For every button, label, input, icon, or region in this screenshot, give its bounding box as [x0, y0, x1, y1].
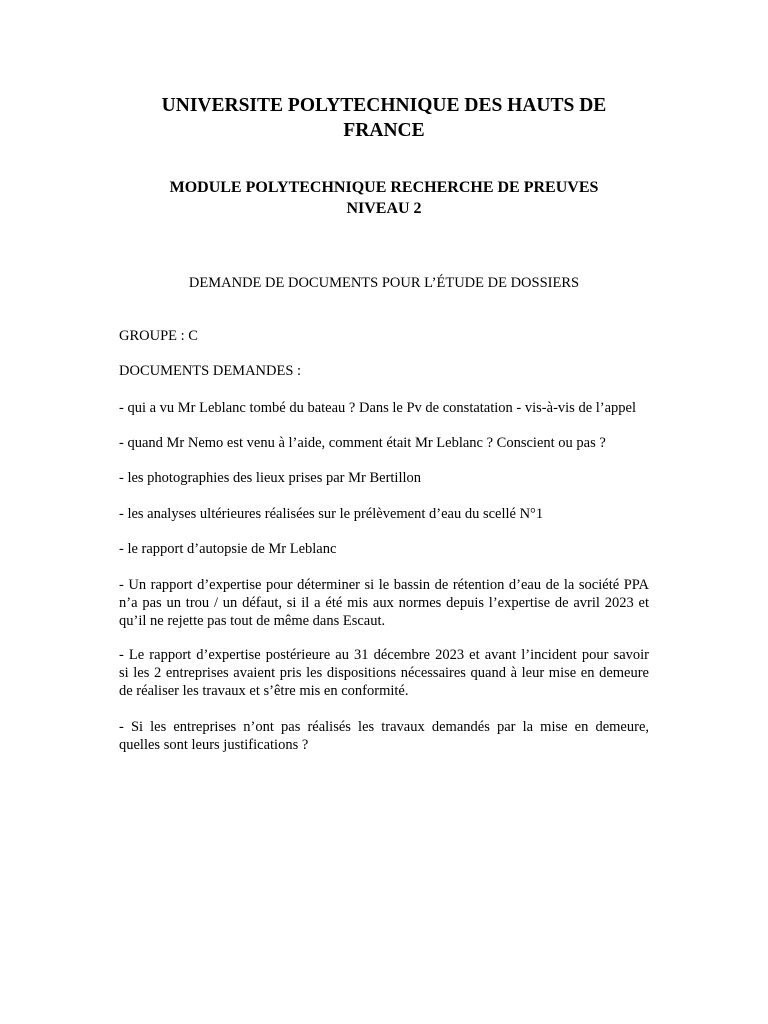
list-item-line: - les analyses ultérieures réalisées sur le prélèvement d’eau du scellé N°1 — [119, 506, 544, 522]
list-item — [119, 718, 649, 754]
module-title-line-2: NIVEAU 2 — [346, 200, 422, 217]
list-item-line: - Le rapport d’expertise postérieure au 31 décembre 2023 et avant l’incident pour savoir — [119, 647, 649, 663]
module-title — [120, 177, 648, 219]
list-item-line: - Si les entreprises n’ont pas réalisés les travaux demandés par la mise en demeure, — [119, 719, 649, 735]
university-title-line-2: FRANCE — [343, 120, 425, 141]
list-item-line: - Un rapport d’expertise pour déterminer si le bassin de rétention d’eau de la société PPA — [119, 577, 649, 593]
list-item-line: - quand Mr Nemo est venu à l’aide, comment était Mr Leblanc ? Conscient ou pas ? — [119, 435, 606, 451]
list-item — [119, 434, 649, 452]
request-heading: DEMANDE DE DOCUMENTS POUR L’ÉTUDE DE DOSSIERS — [188, 275, 580, 291]
list-item-line: - qui a vu Mr Leblanc tombé du bateau ? Dans le Pv de constatation - vis-à-vis de l’appel — [119, 400, 637, 416]
list-item-line: quelles sont leurs justifications ? — [119, 737, 309, 753]
list-item — [119, 646, 649, 700]
list-item-line: si les 2 entreprises avaient pris les dispositions nécessaires quand à leur mise en demeure — [119, 665, 649, 681]
list-item-line: n’a pas un trou / un défaut, si il a été mis aux normes depuis l’expertise de avril 2023 et — [119, 595, 649, 611]
list-item-line: qu’il ne rejette pas tout de même dans Escaut. — [119, 613, 386, 629]
list-item — [119, 469, 649, 487]
list-item — [119, 505, 649, 523]
list-item — [119, 540, 649, 558]
list-item-line: - les photographies des lieux prises par Mr Bertillon — [119, 470, 422, 486]
university-title — [140, 93, 628, 143]
list-item — [119, 399, 649, 417]
list-item-line: - le rapport d’autopsie de Mr Leblanc — [119, 541, 337, 557]
university-title-line-1: UNIVERSITE POLYTECHNIQUE DES HAUTS DE — [161, 95, 607, 116]
documents-label: DOCUMENTS DEMANDES : — [119, 363, 302, 379]
group-label: GROUPE : C — [119, 328, 198, 344]
list-item — [119, 576, 649, 630]
module-title-line-1: MODULE POLYTECHNIQUE RECHERCHE DE PREUVES — [169, 179, 599, 196]
list-item-line: de réaliser les travaux et s’être mis en conformité. — [119, 683, 409, 699]
